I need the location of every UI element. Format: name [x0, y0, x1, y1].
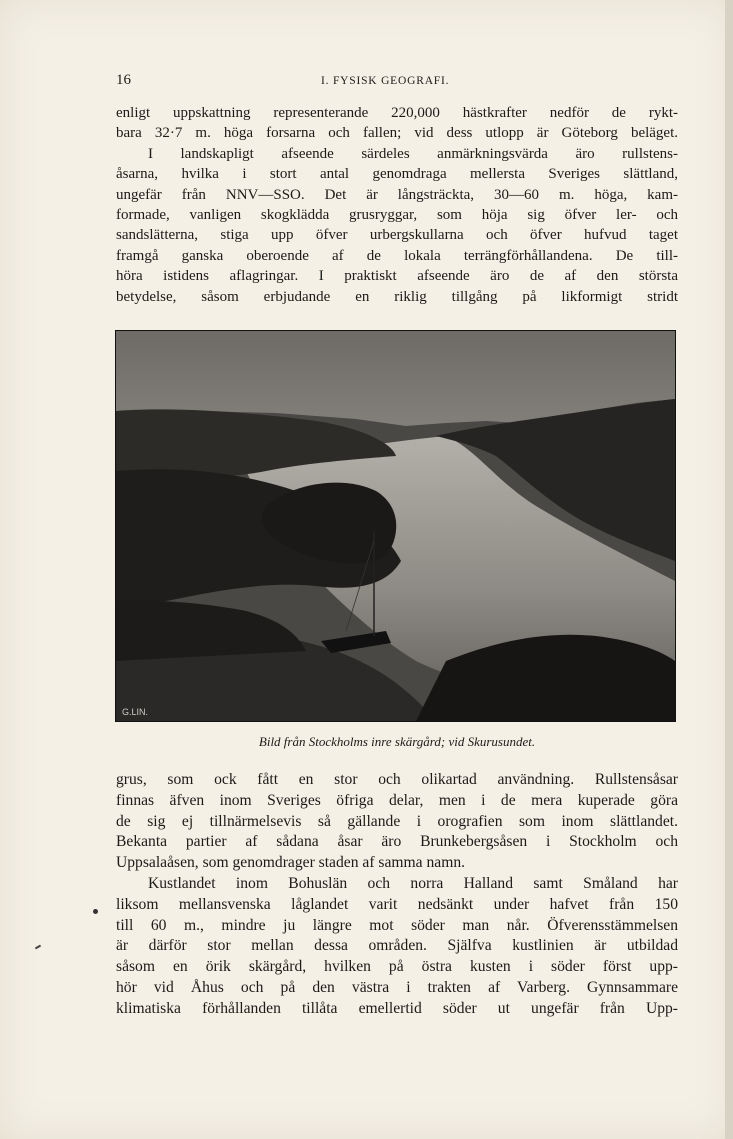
text-line: till 60 m., mindre ju längre mot söder man når. Öfverensstämmelsen [116, 916, 678, 934]
text-line: ungefär från NNV—SSO. Det är långsträckta, 30—60 m. höga, kam- [116, 186, 678, 203]
text-line: betydelse, såsom erbjudande en riklig tillgång på likformigt stridt [116, 288, 678, 305]
page-edge [725, 0, 733, 1139]
photo-caption: Bild från Stockholms inre skärgård; vid Skurusundet. [258, 734, 536, 749]
text-line: bara 32·7 m. höga forsarna och fallen; vid dess utlopp är Göteborg beläget. [116, 125, 678, 142]
photo-signature: G.LIN. [122, 707, 149, 717]
paragraph-top [116, 103, 678, 307]
text-line: grus, som ock fått en stor och olikartad användning. Rullstensåsar [116, 771, 678, 788]
text-line: liksom mellansvenska låglandet varit nedsänkt under hafvet från 150 [116, 895, 678, 913]
text-line: åsarna, hvilka i stort antal genomdraga mellersta Sveriges slättland, [116, 166, 678, 183]
margin-dot [93, 909, 98, 914]
text-line: Bekanta partier af sådana åsar äro Brunkebergsåsen i Stockholm och [116, 833, 678, 851]
text-line: framgå ganska oberoende af de lokala terrängförhållandena. De till- [116, 247, 678, 264]
text-line-content: Kustlandet inom Bohuslän och norra Halland samt Småland har [148, 874, 678, 892]
text-line: Uppsalaåsen, som genomdrager staden af samma namn. [116, 854, 466, 872]
text-line: hör vid Åhus och på den västra i trakten af Varberg. Gynnsammare [116, 978, 678, 996]
text-line: är därför stor mellan dessa områden. Själfva kustlinien är utbildad [116, 937, 678, 955]
margin-mark [35, 945, 41, 950]
text-line: enligt uppskattning representerande 220,000 hästkrafter nedför de rykt- [116, 105, 678, 121]
text-line: höra istidens aflagringar. I praktiskt afseende äro de af den största [116, 268, 678, 285]
text-line: de sig ej tillnärmelsevis så gällande i orografien som inom slättlandet. [116, 812, 678, 830]
text-line: klimatiska förhållanden tillåta emellertid söder ut ungefär från Upp- [116, 999, 678, 1017]
paragraph-bottom [116, 770, 678, 1020]
landscape-photograph [115, 330, 676, 722]
page-header [116, 72, 678, 94]
text-line [116, 144, 678, 164]
text-line: formade, vanligen skogklädda grusryggar, som höja sig öfver ler- och [116, 207, 678, 224]
text-line: sandslätterna, stiga upp öfver urbergskullarna och öfver hufvud taget [116, 227, 678, 244]
page-number: 16 [116, 72, 131, 88]
photograph-illustration [116, 331, 675, 721]
text-line: såsom en örik skärgård, hvilken på östra kusten i söder först upp- [116, 958, 678, 976]
text-line: finnas äfven inom Sveriges öfriga delar, men i de mera kuperade göra [116, 791, 678, 809]
running-title: I. FYSISK GEOGRAFI. [321, 75, 450, 87]
text-line-content: I landskapligt afseende särdeles anmärkningsvärda äro rullstens- [148, 145, 678, 162]
text-line [116, 874, 678, 895]
